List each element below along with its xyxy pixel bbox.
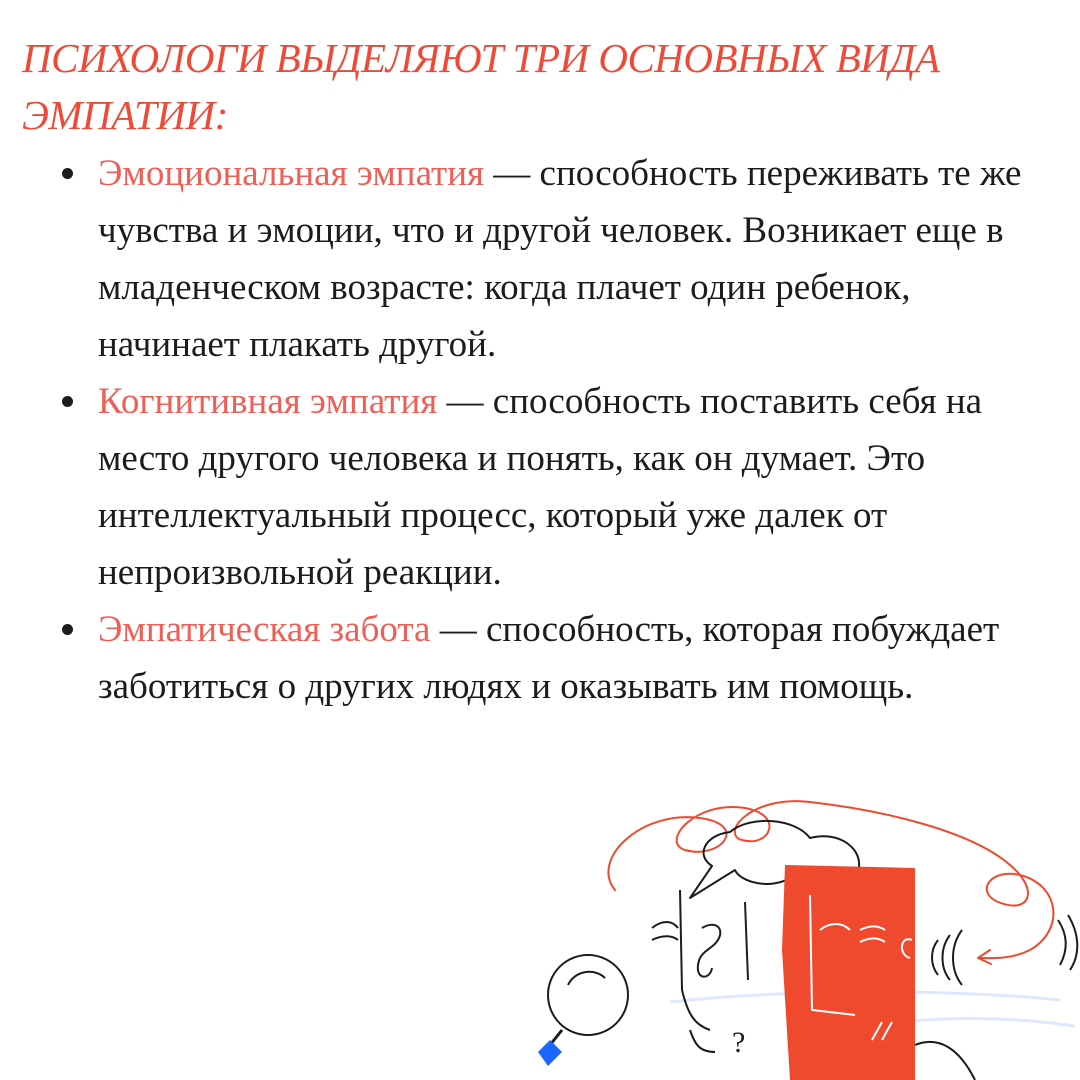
head-outline (680, 890, 710, 1030)
red-panel (782, 865, 915, 1080)
list-item (62, 145, 1042, 373)
sound-wave-icon (1058, 915, 1077, 970)
bullet-icon (62, 624, 73, 635)
item-description: — способность поставить себя на место другого человека и понять, как он думает. Это интеллектуальный процесс, который уже далек от непроизвольной реакции. (98, 381, 983, 593)
sound-wave-icon (943, 935, 951, 980)
sound-wave-icon (953, 930, 962, 985)
term-cognitive-empathy: Когнитивная эмпатия (98, 381, 438, 422)
bullet-icon (62, 168, 73, 179)
bullet-icon (62, 396, 73, 407)
empathy-illustration (520, 790, 1080, 1080)
arrow-head-icon (978, 950, 991, 964)
list-item (62, 373, 1042, 601)
sound-wave-icon (932, 940, 938, 975)
ground-line (900, 1019, 1075, 1026)
item-description: — способность переживать те же чувства и эмоции, что и другой человек. Возникает еще в младенческом возрасте: когда плачет один ребенок, начинает плакать другой. (98, 153, 1022, 365)
magnifier-lens (548, 955, 628, 1035)
hand-line (690, 1030, 715, 1052)
item-description: — способность, которая побуждает заботиться о других людях и оказывать им помощь. (98, 609, 1000, 707)
term-emotional-empathy: Эмоциональная эмпатия (98, 153, 485, 194)
list-item (62, 601, 1042, 715)
head-back-line (745, 902, 748, 980)
magnifier-handle-icon (538, 1040, 562, 1066)
eye-line (652, 922, 678, 940)
question-mark: ? (732, 1026, 746, 1059)
shoulder-line (915, 1042, 975, 1080)
term-empathic-concern: Эмпатическая забота (98, 609, 431, 650)
page-title: ПСИХОЛОГИ ВЫДЕЛЯЮТ ТРИ ОСНОВНЫХ ВИДА ЭМПАТИИ: (22, 35, 940, 138)
empathy-types-list (62, 145, 1042, 715)
nose-line (698, 925, 720, 977)
